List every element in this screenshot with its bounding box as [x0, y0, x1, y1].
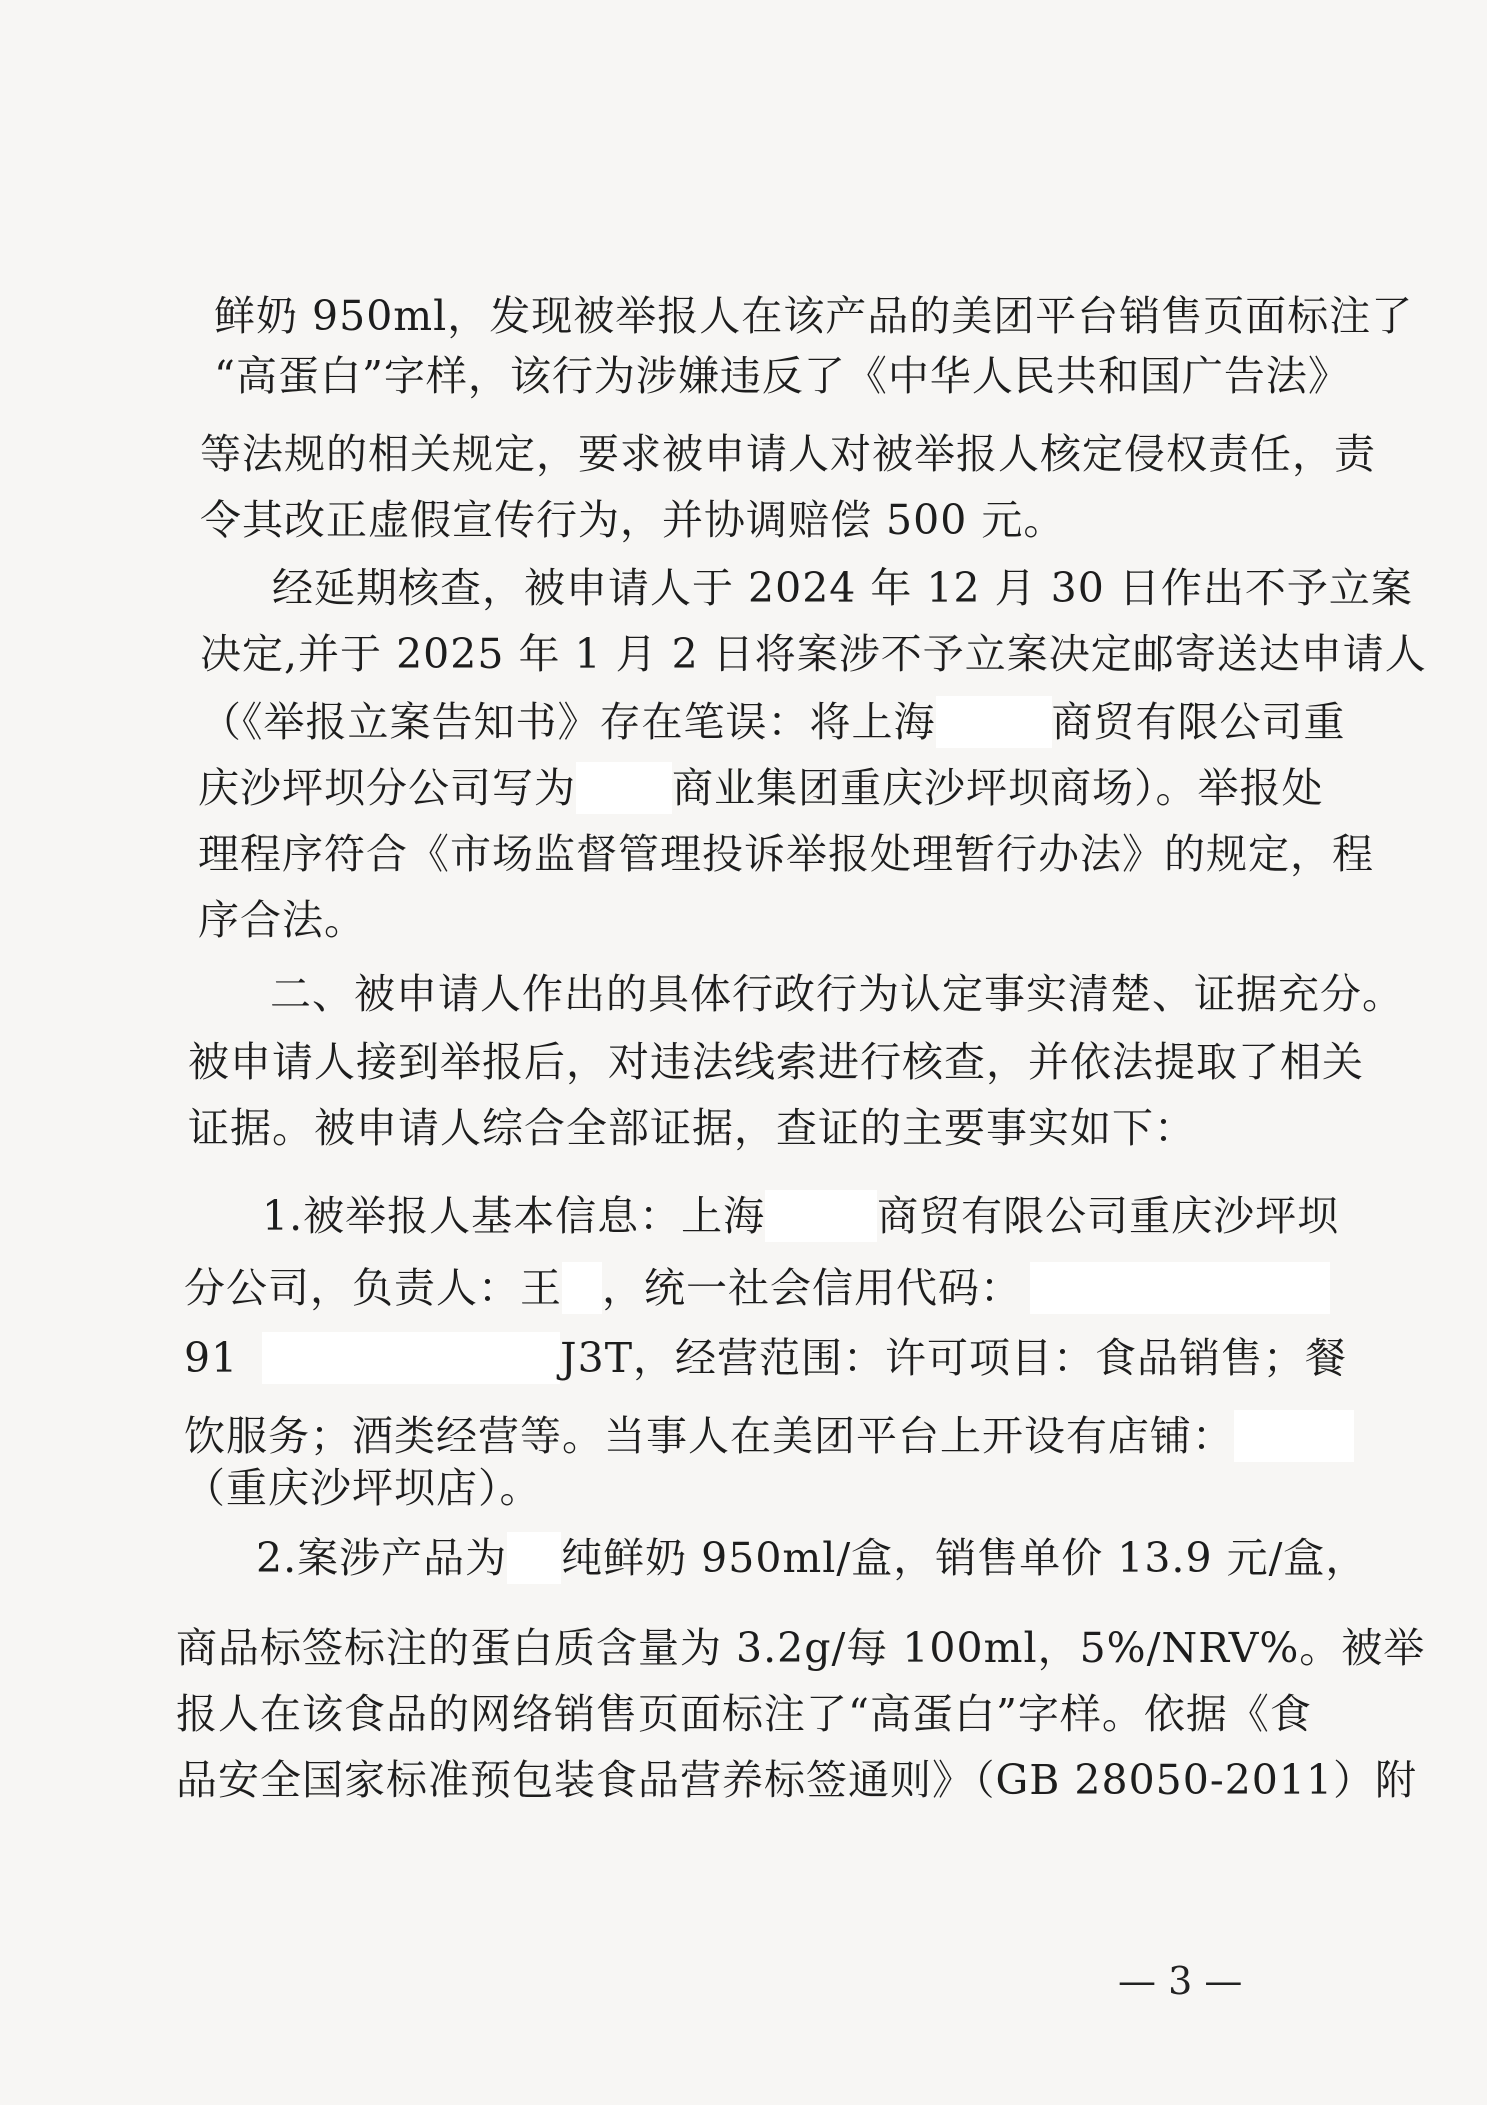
text-segment: 等法规的相关规定，要求被申请人对被举报人核定侵权责任，责	[200, 430, 1376, 478]
paragraph-line	[176, 1688, 1312, 1740]
text-segment: 经延期核查，被申请人于 2024 年 12 月 30 日作出不予立案	[272, 564, 1413, 612]
redaction-box	[262, 1332, 560, 1384]
redaction-box	[507, 1532, 561, 1584]
text-segment: 报人在该食品的网络销售页面标注了“高蛋白”字样。依据《食	[176, 1690, 1312, 1738]
paragraph-line	[176, 1754, 1417, 1806]
text-segment: 商品标签标注的蛋白质含量为 3.2g/每 100ml，5%/NRV%。被举	[176, 1624, 1426, 1672]
paragraph-line	[200, 428, 1376, 480]
paragraph-line	[198, 828, 1374, 880]
redaction-box	[765, 1190, 877, 1242]
text-segment: 被申请人接到举报后，对违法线索进行核查，并依法提取了相关	[188, 1038, 1364, 1086]
text-segment: 商贸有限公司重庆沙坪坝	[877, 1192, 1340, 1240]
paragraph-line	[184, 1332, 1347, 1384]
page-number: — 3 —	[1118, 1959, 1243, 2003]
text-segment: 分公司，负责人：王	[184, 1264, 562, 1312]
text-segment: ，统一社会信用代码：	[602, 1264, 1022, 1312]
paragraph-line	[200, 628, 1427, 680]
paragraph-line	[184, 1462, 542, 1514]
redaction-box	[1030, 1262, 1330, 1314]
text-segment: 令其改正虚假宣传行为，并协调赔偿 500 元。	[200, 496, 1066, 544]
text-segment: 商贸有限公司重	[1051, 698, 1346, 746]
text-segment: （《举报立案告知书》存在笔误：将上海	[200, 698, 936, 746]
paragraph-line	[262, 1190, 1339, 1242]
redaction-box	[1234, 1410, 1354, 1462]
paragraph-line	[188, 1102, 1196, 1154]
paragraph-line	[198, 762, 1324, 814]
text-segment: 证据。被申请人综合全部证据，查证的主要事实如下：	[188, 1104, 1196, 1152]
text-segment: 纯鲜奶 950ml/盒，销售单价 13.9 元/盒，	[561, 1534, 1368, 1582]
text-segment: 2.案涉产品为	[256, 1534, 508, 1582]
paragraph-line	[214, 290, 1413, 342]
paragraph-line	[200, 696, 1346, 748]
paragraph-line	[214, 350, 1350, 402]
paragraph-line	[176, 1622, 1425, 1674]
text-segment: 品安全国家标准预包装食品营养标签通则》（GB 28050-2011）附	[176, 1756, 1418, 1804]
paragraph-line	[200, 494, 1065, 546]
text-segment: 1.被举报人基本信息：上海	[262, 1192, 766, 1240]
text-segment: J3T，经营范围：许可项目：食品销售；餐	[560, 1334, 1348, 1382]
text-segment: 鲜奶 950ml，发现被举报人在该产品的美团平台销售页面标注了	[214, 292, 1414, 340]
text-segment: “高蛋白”字样，该行为涉嫌违反了《中华人民共和国广告法》	[214, 352, 1350, 400]
text-segment: 决定,并于 2025 年 1 月 2 日将案涉不予立案决定邮寄送达申请人	[200, 630, 1427, 678]
paragraph-line	[256, 1532, 1367, 1584]
text-segment: 饮服务；酒类经营等。当事人在美团平台上开设有店铺：	[184, 1412, 1234, 1460]
paragraph-line	[272, 562, 1413, 614]
text-segment: 91	[184, 1334, 239, 1382]
redaction-box	[936, 696, 1052, 748]
text-segment: 二、被申请人作出的具体行政行为认定事实清楚、证据充分。	[270, 970, 1404, 1018]
text-segment: （重庆沙坪坝店）。	[184, 1464, 542, 1512]
text-segment: 理程序符合《市场监督管理投诉举报处理暂行办法》的规定，程	[198, 830, 1374, 878]
paragraph-line	[188, 1036, 1364, 1088]
text-segment: 庆沙坪坝分公司写为	[198, 764, 576, 812]
text-segment: 序合法。	[198, 896, 366, 944]
paragraph-line	[198, 894, 366, 946]
paragraph-line	[184, 1410, 1354, 1462]
paragraph-line	[270, 968, 1404, 1020]
redaction-box	[576, 762, 672, 814]
redaction-box	[562, 1262, 602, 1314]
paragraph-line	[184, 1262, 1330, 1314]
text-segment: 商业集团重庆沙坪坝商场）。举报处	[672, 764, 1324, 812]
